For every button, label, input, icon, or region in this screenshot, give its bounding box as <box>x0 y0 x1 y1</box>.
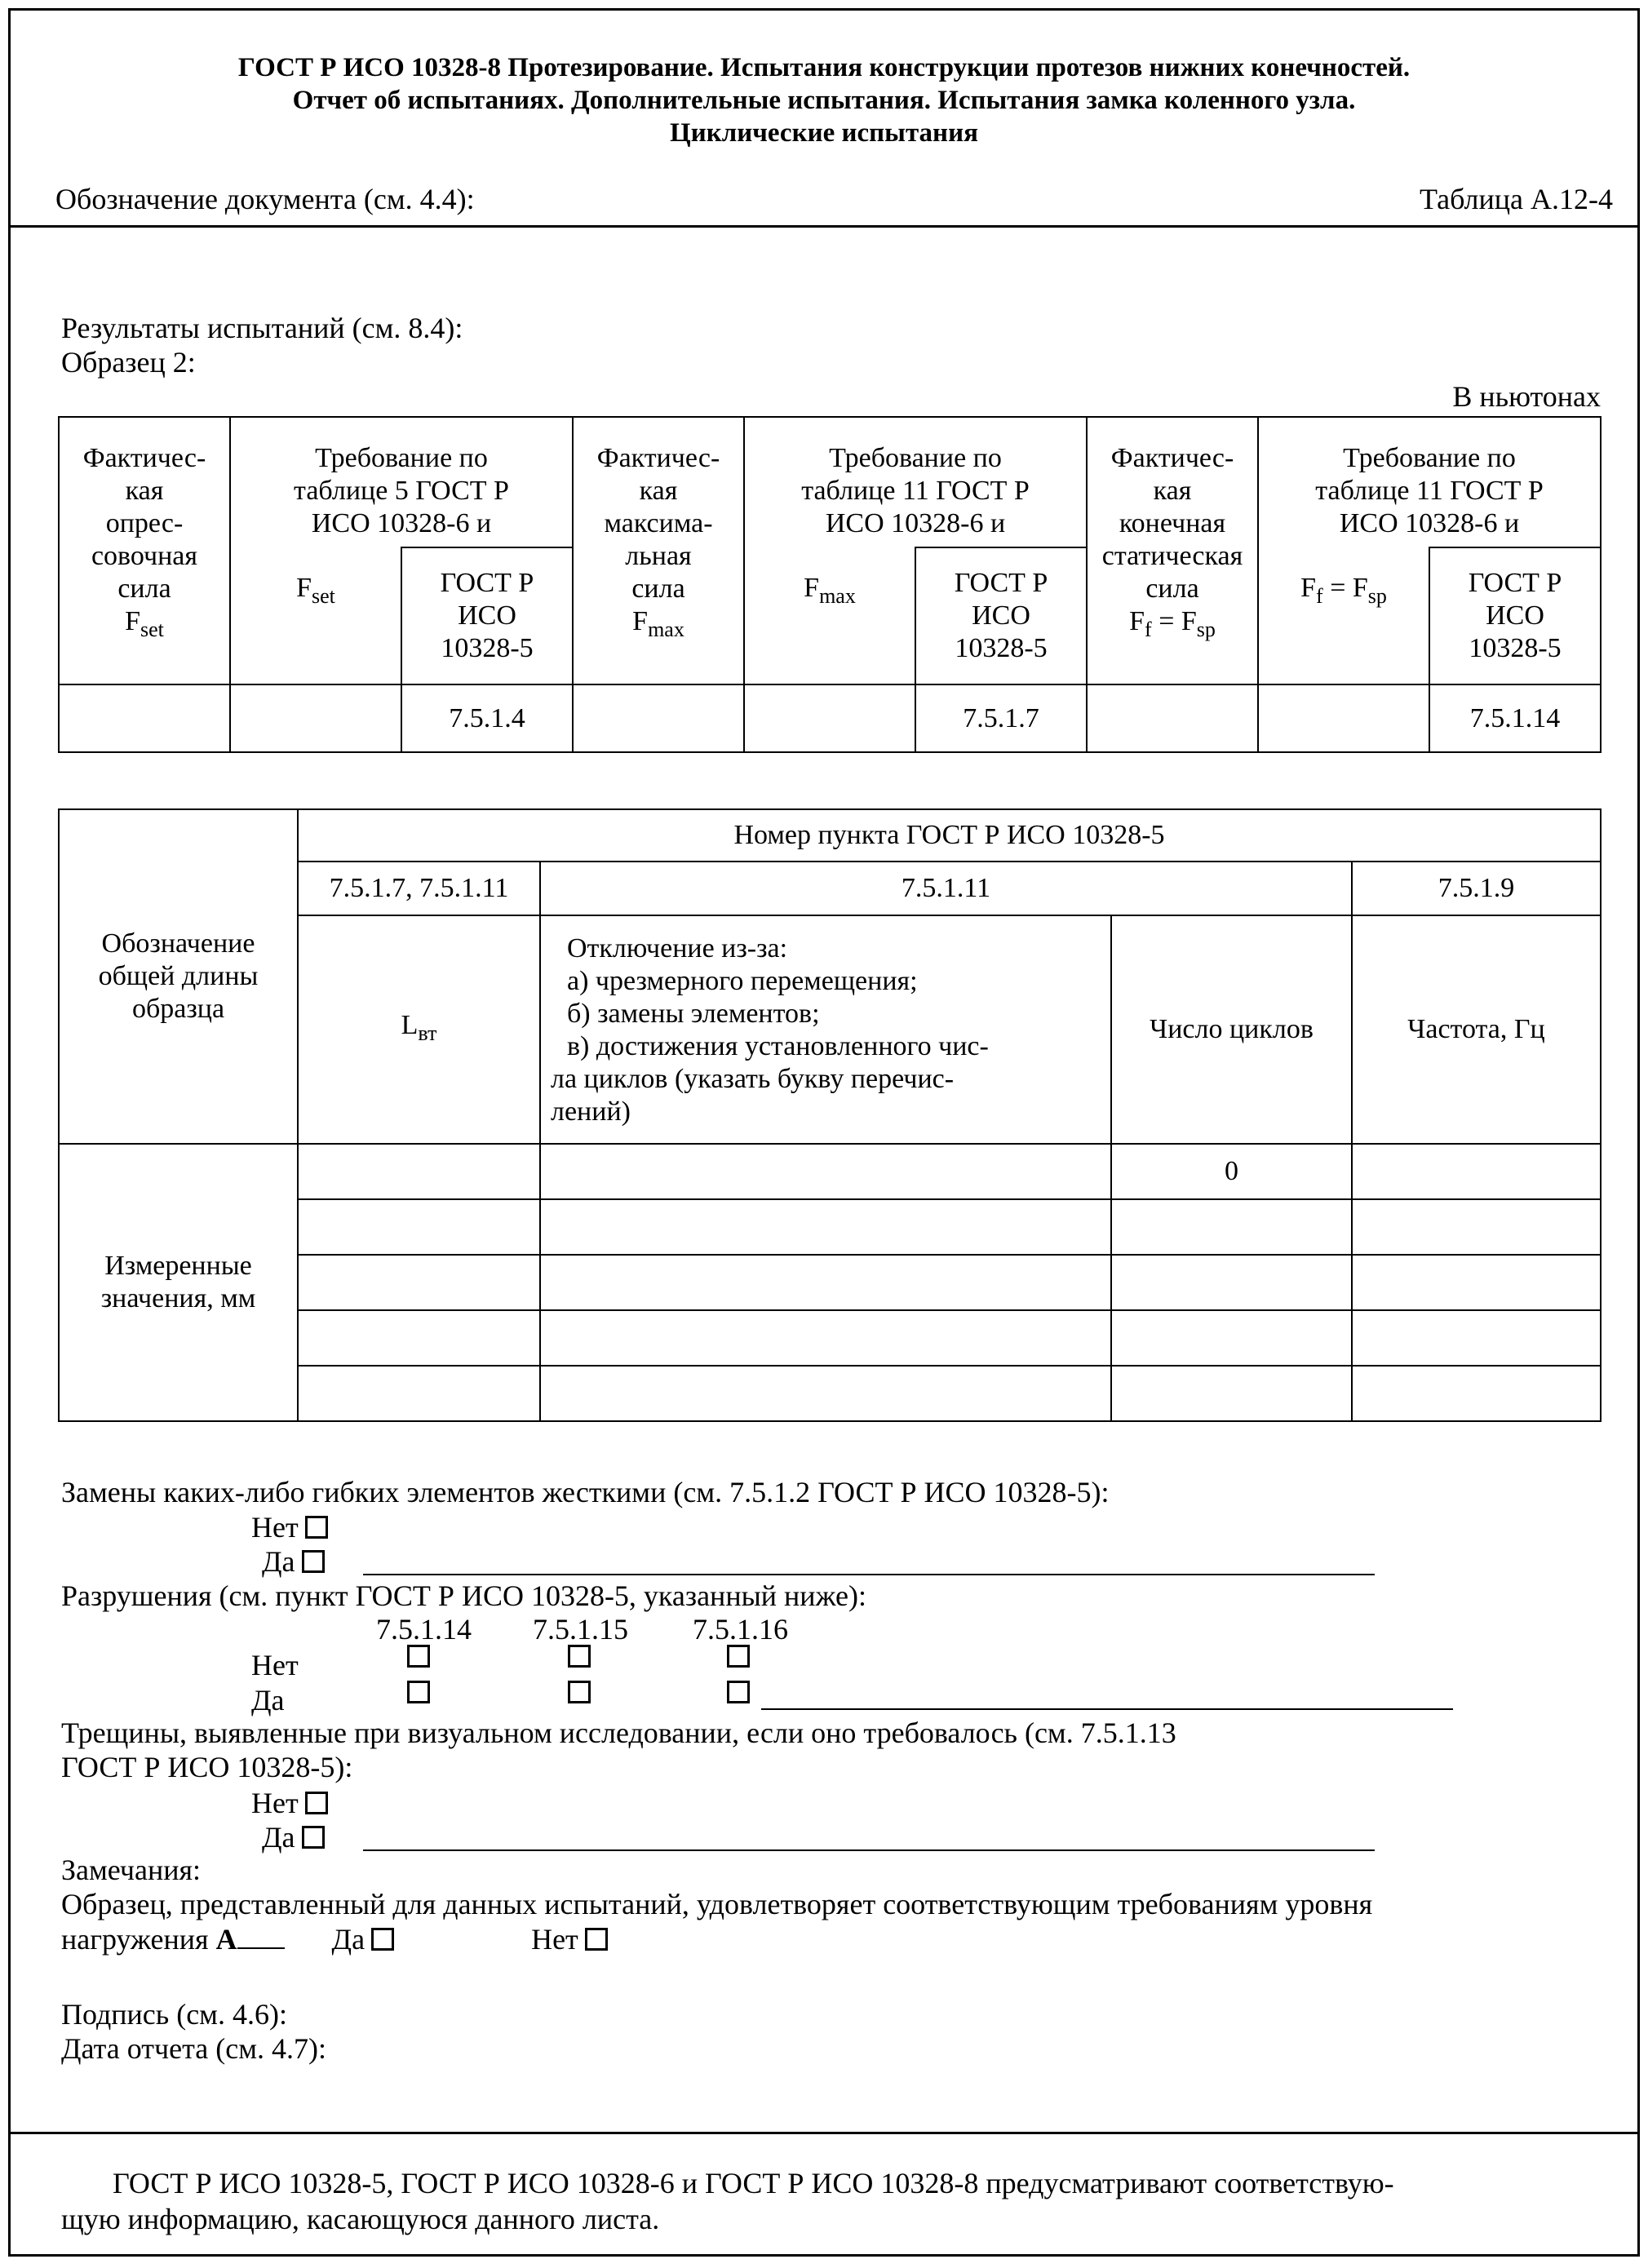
failure-clause: 7.5.1.15 <box>533 1613 628 1646</box>
title-line: Циклические испытания <box>670 118 978 148</box>
failures-yes-label: Да <box>251 1684 285 1717</box>
clause-cell: 7.5.1.7, 7.5.1.11 <box>298 862 540 915</box>
header-text: конечная <box>1119 508 1226 538</box>
header-text: максима- <box>604 508 713 538</box>
shutdown-value-cell[interactable] <box>540 1255 1111 1310</box>
clause-cell: 7.5.1.14 <box>1429 684 1601 752</box>
no-label: Нет <box>251 1787 299 1819</box>
actual-press-force-header <box>59 417 230 684</box>
frequency-value-cell[interactable] <box>1352 1199 1601 1255</box>
lvt-value-cell[interactable] <box>298 1144 540 1199</box>
fset-symbol <box>60 605 229 646</box>
document-title <box>11 51 1637 149</box>
header-text: ИСО 10328-6 и <box>825 508 1006 538</box>
fmax-value-cell[interactable] <box>573 684 744 752</box>
fmax-req-value-cell[interactable] <box>744 684 915 752</box>
shutdown-value-cell[interactable] <box>540 1366 1111 1421</box>
header-text: Обозначение <box>101 928 255 959</box>
symbol-sub: sp <box>1367 584 1387 608</box>
header-text: образца <box>131 994 225 1024</box>
header-text: ГОСТ Р <box>1468 568 1562 598</box>
signature-label: Подпись (см. 4.6): <box>61 1998 287 2031</box>
symbol-main: L <box>401 1010 419 1040</box>
no-label: Нет <box>251 1511 299 1544</box>
footer-note-cont: щую информацию, касающуюся данного листа. <box>61 2203 660 2235</box>
replacement-question: Замены каких-либо гибких элементов жесткими (см. 7.5.1.2 ГОСТ Р ИСО 10328-5): <box>61 1476 1110 1508</box>
cycles-value-cell[interactable] <box>1111 1366 1352 1421</box>
header-text: статическая <box>1101 541 1243 571</box>
header-text: сила <box>631 574 685 604</box>
header-text: таблице 5 ГОСТ Р <box>294 476 509 506</box>
shutdown-value-cell[interactable] <box>540 1144 1111 1199</box>
forces-table <box>58 416 1601 753</box>
symbol-main: F <box>125 606 141 636</box>
table-number: Таблица А.12-4 <box>1420 183 1613 215</box>
lvt-header <box>298 915 540 1144</box>
ff-req-header <box>1258 547 1429 684</box>
load-level-line[interactable] <box>237 1947 285 1949</box>
failure-14-yes-checkbox[interactable] <box>407 1681 430 1703</box>
clause-cell: 7.5.1.7 <box>915 684 1087 752</box>
symbol-main: F <box>804 573 820 603</box>
remarks-label: Замечания: <box>61 1854 202 1886</box>
no-label: Нет <box>531 1923 578 1956</box>
header-text: Фактичес- <box>596 443 720 473</box>
symbol-sub: set <box>140 618 164 641</box>
units-label: В ньютонах <box>1452 380 1601 413</box>
header-text: льная <box>625 541 692 571</box>
ff-fsp-symbol <box>1088 605 1257 646</box>
yes-label: Да <box>262 1545 295 1578</box>
symbol-sub: вт <box>418 1021 437 1045</box>
header-text: таблице 11 ГОСТ Р <box>1315 476 1544 506</box>
lvt-value-cell[interactable] <box>298 1199 540 1255</box>
lvt-value-cell[interactable] <box>298 1255 540 1310</box>
yes-label: Да <box>331 1923 365 1956</box>
fset-req-value-cell[interactable] <box>230 684 401 752</box>
header-text: ГОСТ Р <box>440 568 534 598</box>
symbol-main: = F <box>1322 573 1368 603</box>
shutdown-value-cell[interactable] <box>540 1199 1111 1255</box>
cycles-header: Число циклов <box>1111 915 1352 1144</box>
clause-cell: 7.5.1.4 <box>401 684 573 752</box>
gost-10328-5-header <box>915 547 1087 684</box>
load-level-label: нагружения <box>61 1923 216 1956</box>
failure-clause: 7.5.1.14 <box>376 1613 472 1646</box>
footer-divider <box>11 2132 1637 2134</box>
header-text: Требование по <box>1343 443 1516 473</box>
failures-details-line[interactable] <box>761 1708 1453 1710</box>
header-text: ИСО <box>972 600 1030 631</box>
req-table5-header <box>230 417 573 547</box>
actual-final-force-header <box>1087 417 1258 684</box>
cycles-value-cell[interactable]: 0 <box>1111 1144 1352 1199</box>
header-text: совочная <box>91 541 198 571</box>
replacement-no-row <box>251 1510 328 1544</box>
frequency-value-cell[interactable] <box>1352 1144 1601 1199</box>
req-table11-max-header <box>744 417 1087 547</box>
shutdown-value-cell[interactable] <box>540 1310 1111 1366</box>
failure-15-yes-checkbox[interactable] <box>568 1681 591 1703</box>
failure-14-no-checkbox[interactable] <box>407 1645 430 1668</box>
replacement-yes-checkbox[interactable] <box>302 1550 325 1573</box>
symbol-sub: f <box>1316 584 1323 608</box>
header-text: ИСО 10328-6 и <box>311 508 492 538</box>
symbol-sub: f <box>1145 618 1152 641</box>
load-level-value: А <box>215 1923 237 1956</box>
header-text: ИСО 10328-6 и <box>1339 508 1520 538</box>
cracks-question: Трещины, выявленные при визуальном исследовании, если оно требовалось (см. 7.5.1.13 <box>61 1717 1176 1749</box>
cycles-value-cell[interactable] <box>1111 1310 1352 1366</box>
header-text: значения, мм <box>100 1283 256 1313</box>
failures-no-label: Нет <box>251 1649 299 1681</box>
fset-value-cell[interactable] <box>59 684 230 752</box>
lvt-value-cell[interactable] <box>298 1366 540 1421</box>
frequency-value-cell[interactable] <box>1352 1366 1601 1421</box>
failure-15-no-checkbox[interactable] <box>568 1645 591 1668</box>
header-text: ИСО <box>1486 600 1544 631</box>
header-text: кая <box>125 476 164 506</box>
header-text: ИСО <box>458 600 516 631</box>
failure-clause: 7.5.1.16 <box>693 1613 788 1646</box>
title-line: ГОСТ Р ИСО 10328-8 Протезирование. Испытания конструкции протезов нижних конечностей. <box>237 53 1411 82</box>
header-divider <box>11 225 1637 228</box>
compliance-level-row <box>61 1922 608 1956</box>
cracks-question-cont: ГОСТ Р ИСО 10328-5): <box>61 1751 353 1783</box>
cracks-no-checkbox[interactable] <box>305 1792 328 1814</box>
header-text: кая <box>639 476 678 506</box>
measured-values-header <box>59 1144 298 1421</box>
gost-10328-5-header <box>1429 547 1601 684</box>
header-text: лений) <box>551 1096 631 1127</box>
cracks-yes-row <box>262 1820 325 1854</box>
fset-req-header <box>230 547 401 684</box>
header-text: ла циклов (указать букву перечис- <box>551 1064 955 1094</box>
header-text: опрес- <box>105 508 184 538</box>
header-text: б) замены элементов; <box>567 999 820 1029</box>
actual-max-force-header <box>573 417 744 684</box>
header-text: сила <box>117 574 171 604</box>
lvt-value-cell[interactable] <box>298 1310 540 1366</box>
header-text: 10328-5 <box>1469 633 1562 663</box>
report-sheet <box>8 8 1640 2257</box>
clause-cell: 7.5.1.11 <box>540 862 1352 915</box>
replacement-no-checkbox[interactable] <box>305 1516 328 1539</box>
title-line: Отчет об испытаниях. Дополнительные испытания. Испытания замка коленного узла. <box>292 86 1356 115</box>
symbol-sub: max <box>819 584 856 608</box>
header-text: Требование по <box>315 443 488 473</box>
compliance-statement: Образец, представленный для данных испытаний, удовлетворяет соответствующим требованиям уровня <box>61 1888 1373 1920</box>
req-table11-final-header <box>1258 417 1601 547</box>
header-text: 10328-5 <box>955 633 1048 663</box>
header-text: Измеренные <box>104 1251 252 1281</box>
clause-number-header: Номер пункта ГОСТ Р ИСО 10328-5 <box>298 809 1601 862</box>
yes-label: Да <box>262 1821 295 1854</box>
symbol-sub: set <box>312 584 335 608</box>
ff-value-cell[interactable] <box>1087 684 1258 752</box>
frequency-value-cell[interactable] <box>1352 1310 1601 1366</box>
cracks-yes-checkbox[interactable] <box>302 1826 325 1849</box>
cracks-no-row <box>251 1786 328 1820</box>
frequency-header: Частота, Гц <box>1352 915 1601 1144</box>
header-text: общей длины <box>98 961 259 991</box>
report-date-label: Дата отчета (см. 4.7): <box>61 2032 326 2065</box>
compliance-no-checkbox[interactable] <box>585 1928 608 1951</box>
fmax-symbol <box>574 605 743 646</box>
cracks-details-line[interactable] <box>363 1849 1375 1851</box>
header-text: Фактичес- <box>1110 443 1234 473</box>
failure-16-yes-checkbox[interactable] <box>727 1681 750 1703</box>
symbol-main: F <box>632 606 649 636</box>
symbol-main: F <box>1129 606 1145 636</box>
gost-10328-5-header <box>401 547 573 684</box>
header-text: 10328-5 <box>441 633 534 663</box>
length-designation-header <box>59 809 298 1144</box>
footer-note: ГОСТ Р ИСО 10328-5, ГОСТ Р ИСО 10328-6 и ГОСТ Р ИСО 10328-8 предусматривают соответствую- <box>113 2167 1394 2199</box>
header-text: ГОСТ Р <box>954 568 1048 598</box>
failure-16-no-checkbox[interactable] <box>727 1645 750 1668</box>
fmax-req-header <box>744 547 915 684</box>
lengths-table <box>58 808 1601 1422</box>
header-text: Требование по <box>829 443 1002 473</box>
symbol-main: = F <box>1151 606 1197 636</box>
header-text: кая <box>1153 476 1192 506</box>
cycles-value-cell[interactable] <box>1111 1255 1352 1310</box>
clause-cell: 7.5.1.9 <box>1352 862 1601 915</box>
symbol-main: F <box>1300 573 1317 603</box>
header-text: в) достижения установленного чис- <box>567 1031 989 1061</box>
failures-question: Разрушения (см. пункт ГОСТ Р ИСО 10328-5, указанный ниже): <box>61 1579 866 1612</box>
header-text: Фактичес- <box>82 443 206 473</box>
symbol-main: F <box>296 573 312 603</box>
header-text: сила <box>1145 574 1199 604</box>
ff-req-value-cell[interactable] <box>1258 684 1429 752</box>
sample-label: Образец 2: <box>61 346 196 379</box>
header-text: а) чрезмерного перемещения; <box>567 966 918 996</box>
compliance-yes-checkbox[interactable] <box>371 1928 394 1951</box>
cycles-value-cell[interactable] <box>1111 1199 1352 1255</box>
symbol-sub: sp <box>1196 618 1216 641</box>
replacement-details-line[interactable] <box>363 1574 1375 1575</box>
document-designation-label: Обозначение документа (см. 4.4): <box>55 183 475 215</box>
results-label: Результаты испытаний (см. 8.4): <box>61 312 463 344</box>
shutdown-reason-header <box>540 915 1111 1144</box>
header-text: Отключение из-за: <box>567 933 788 963</box>
symbol-sub: max <box>648 618 684 641</box>
frequency-value-cell[interactable] <box>1352 1255 1601 1310</box>
replacement-yes-row <box>262 1544 325 1579</box>
header-text: таблице 11 ГОСТ Р <box>801 476 1030 506</box>
